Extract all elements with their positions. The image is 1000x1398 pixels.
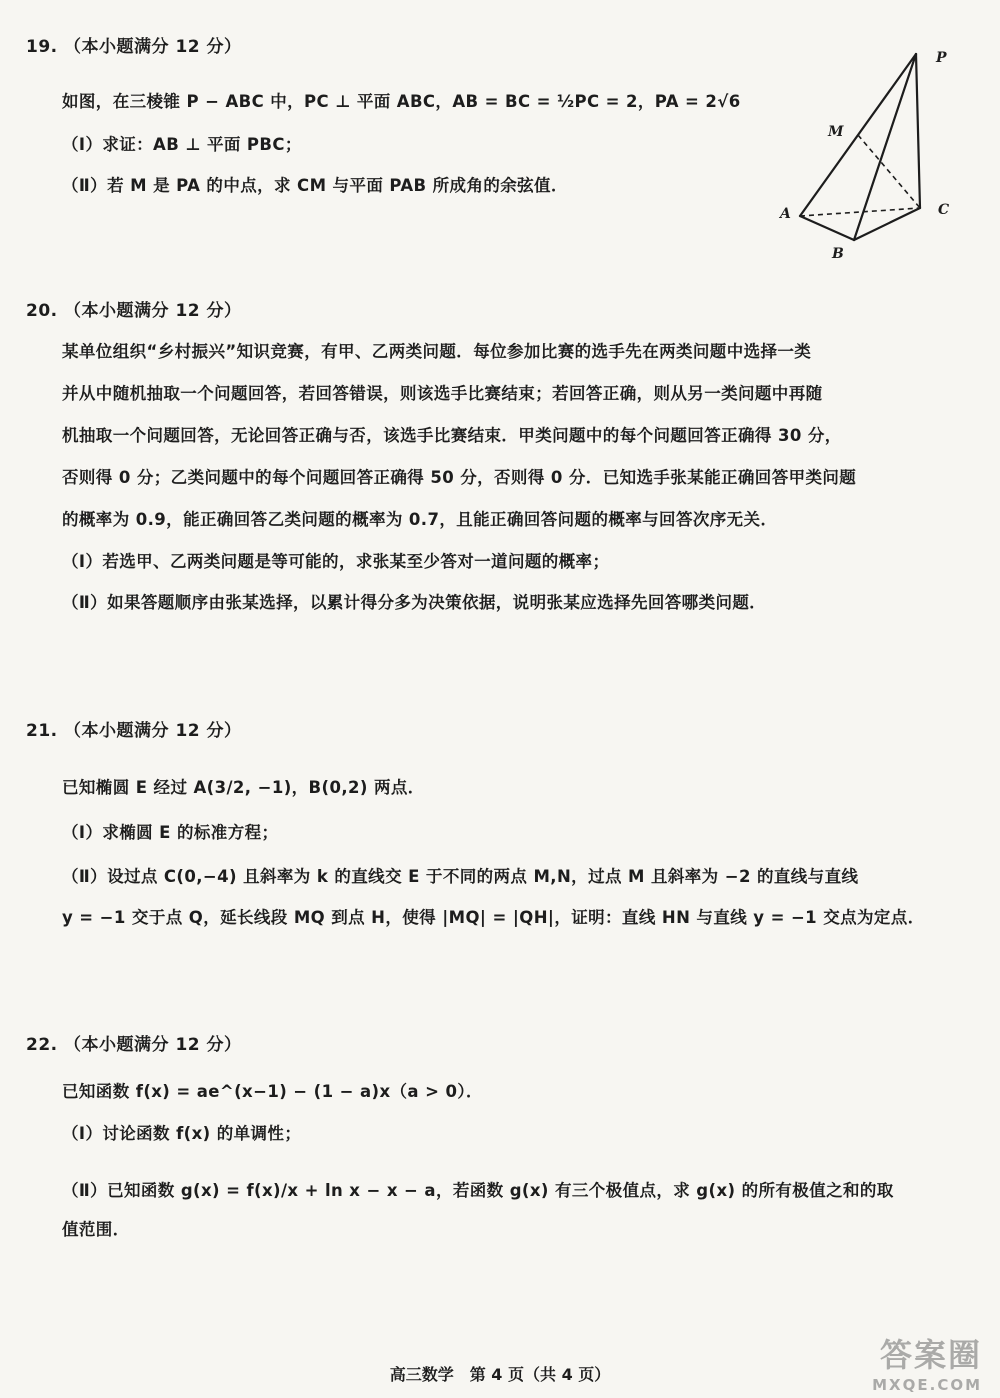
problem-21-part-1: （Ⅰ）求椭圆 E 的标准方程；: [62, 823, 279, 842]
watermark-logo: [872, 1330, 982, 1394]
problem-20-part-2: （Ⅱ）如果答题顺序由张某选择，以累计得分多为决策依据，说明张某应选择先回答哪类问题．: [62, 593, 767, 612]
problem-22-title: 22. （本小题满分 12 分）: [26, 1035, 242, 1055]
problem-19-stem: 如图，在三棱锥 P − ABC 中，PC ⊥ 平面 ABC，AB = BC = ½PC = 2，PA = 2√6: [62, 92, 741, 111]
label-p: P: [936, 50, 947, 66]
problem-21-part-2b: y = −1 交于点 Q，延长线段 MQ 到点 H，使得 |MQ| = |QH|，证明：直线 HN 与直线 y = −1 交点为定点．: [62, 908, 925, 927]
edge-ab: [800, 216, 854, 240]
problem-22-part-1: （Ⅰ）讨论函数 f(x) 的单调性；: [62, 1124, 302, 1143]
problem-22-stem: 已知函数 f(x) = ae^(x−1) − (1 − a)x（a > 0）．: [62, 1082, 483, 1101]
problem-22-part-2a: （Ⅱ）已知函数 g(x) = f(x)/x + ln x − x − a，若函数 g(x) 有三个极值点，求 g(x) 的所有极值之和的取: [62, 1181, 894, 1200]
page-footer: 高三数学 第 4 页（共 4 页）: [389, 1365, 611, 1384]
watermark-en: MXQE.COM: [872, 1376, 982, 1394]
label-a: A: [780, 206, 791, 222]
edge-pc: [916, 54, 920, 208]
problem-20-line-5: 的概率为 0.9，能正确回答乙类问题的概率为 0.7，且能正确回答问题的概率与回答次序无关．: [62, 510, 778, 529]
label-b: B: [832, 246, 844, 262]
problem-20-line-1: 某单位组织“乡村振兴”知识竞赛，有甲、乙两类问题．每位参加比赛的选手先在两类问题中选择一类: [62, 342, 812, 361]
problem-20-line-4: 否则得 0 分；乙类问题中的每个问题回答正确得 50 分，否则得 0 分．已知选手张某能正确回答甲类问题: [62, 468, 857, 487]
problem-19-part-2: （Ⅱ）若 M 是 PA 的中点，求 CM 与平面 PAB 所成角的余弦值．: [62, 176, 568, 195]
problem-19-title: 19. （本小题满分 12 分）: [26, 37, 242, 57]
problem-20-part-1: （Ⅰ）若选甲、乙两类问题是等可能的，求张某至少答对一道问题的概率；: [62, 552, 610, 571]
problem-20-line-2: 并从中随机抽取一个问题回答，若回答错误，则该选手比赛结束；若回答正确，则从另一类问题中再随: [62, 384, 823, 403]
problem-21-stem: 已知椭圆 E 经过 A(3/2, −1)，B(0,2) 两点．: [62, 778, 425, 797]
watermark-cn: 答案圈: [879, 1336, 982, 1374]
problem-22-part-2b: 值范围．: [62, 1220, 130, 1239]
problem-20-line-3: 机抽取一个问题回答，无论回答正确与否，该选手比赛结束．甲类问题中的每个问题回答正确得 30 分，: [62, 426, 842, 445]
edge-ac-hidden: [800, 208, 920, 216]
tetrahedron-figure: [770, 40, 970, 270]
problem-21-part-2a: （Ⅱ）设过点 C(0,−4) 且斜率为 k 的直线交 E 于不同的两点 M,N，过点 M 且斜率为 −2 的直线与直线: [62, 867, 859, 886]
problem-21-title: 21. （本小题满分 12 分）: [26, 721, 242, 741]
problem-19-part-1: （Ⅰ）求证：AB ⊥ 平面 PBC；: [62, 135, 302, 154]
label-m: M: [828, 124, 844, 140]
label-c: C: [938, 202, 950, 218]
problem-20-title: 20. （本小题满分 12 分）: [26, 301, 242, 321]
